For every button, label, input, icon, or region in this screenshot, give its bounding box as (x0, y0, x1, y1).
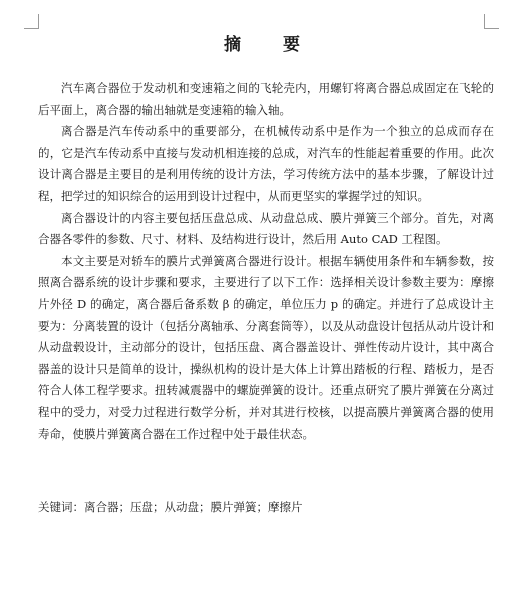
abstract-body (38, 78, 494, 445)
abstract-paragraph: 汽车离合器位于发动机和变速箱之间的飞轮壳内，用螺钉将离合器总成固定在飞轮的后平面上，离合器的输出轴就是变速箱的输入轴。 (38, 81, 494, 117)
page-corner-mark-left (24, 14, 39, 29)
page-corner-mark-right (484, 14, 499, 29)
abstract-paragraph: 离合器设计的内容主要包括压盘总成、从动盘总成、膜片弹簧三个部分。首先，对离合器各零件的参数、尺寸、材料、及结构进行设计，然后用 Auto CAD 工程图。 (38, 210, 494, 247)
abstract-title: 摘 要 (224, 35, 318, 55)
abstract-paragraph: 本文主要是对轿车的膜片式弹簧离合器进行设计。根据车辆使用条件和车辆参数，按照离合器系统的设计步骤和要求，主要进行了以下工作：选择相关设计参数主要为：摩擦片外径 D 的确定，离合器后备系数 β 的确定，单位压力 p 的确定。并进行了总成设计主要为：分离装置的设计（包括分离轴承、分离套筒等），以及从动盘设计包括从动片设计和从动盘毂设计，主动部分的设计，包括压盘、离合器盖设计、弹性传动片设计，其中离合器盖的设计只是简单的设计，操纵机构的设计是大体上计算出踏板的行程、踏板力，是否符合人体工程学要求。扭转减震器中的螺旋弹簧的设计。还重点研究了膜片弹簧在分离过程中的受力，对受力过程进行数学分析，并对其进行校核，以提高膜片弹簧离合器的使用寿命，使膜片弹簧离合器在工作过程中处于最佳状态。 (38, 253, 494, 441)
abstract-paragraph: 离合器是汽车传动系中的重要部分，在机械传动系中是作为一个独立的总成而存在的，它是汽车传动系中直接与发动机相连接的总成，对汽车的性能起着重要的作用。此次设计离合器是主要目的是利用传统的设计方法，学习传统方法中的基本步骤，了解设计过程，把学过的知识综合的运用到设计过程中，从而更坚实的掌握学过的知识。 (38, 124, 494, 203)
keywords-line: 关键词：离合器；压盘；从动盘；膜片弹簧；摩擦片 (38, 500, 303, 514)
